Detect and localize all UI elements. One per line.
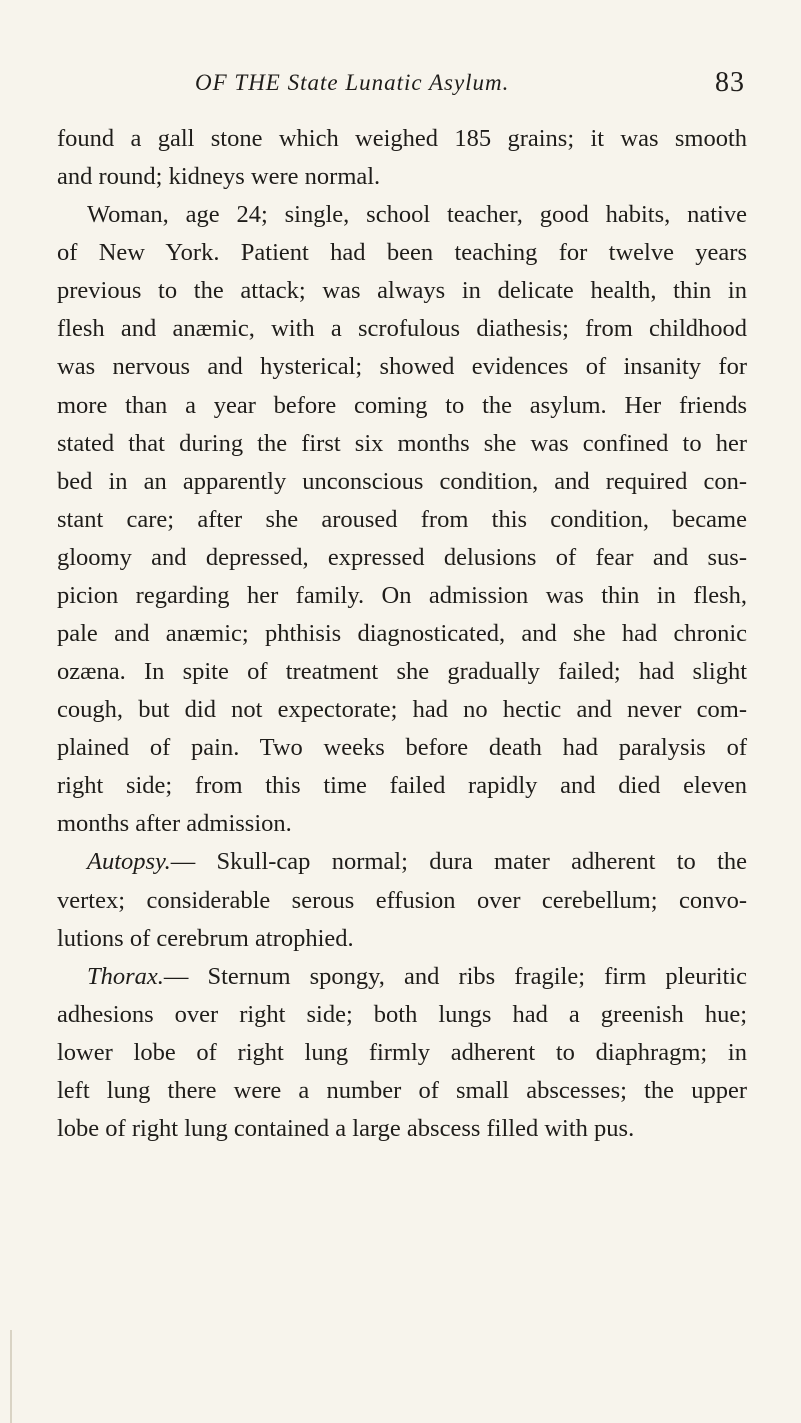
thorax-first-text: — Sternum spongy, and ribs fragile; firm pleuritic xyxy=(163,962,747,990)
running-head: OF THE State Lunatic Asylum. xyxy=(195,70,510,95)
thorax-first-line xyxy=(57,958,747,996)
text-line: ozæna. In spite of treatment she gradually failed; had slight xyxy=(57,658,747,686)
text-line: gloomy and depressed, expressed delusions of fear and sus- xyxy=(57,543,747,571)
body-text xyxy=(57,120,747,1148)
thorax-label: Thorax. xyxy=(87,962,164,990)
text-line: cough, but did not expectorate; had no hectic and never com- xyxy=(57,696,747,724)
autopsy-first-line xyxy=(57,843,747,881)
text-line: right side; from this time failed rapidly and died eleven xyxy=(57,772,747,800)
text-line: pale and anæmic; phthisis diagnosticated, and she had chronic xyxy=(57,620,747,648)
text-line: adhesions over right side; both lungs had a greenish hue; xyxy=(57,1000,747,1028)
text-line: stant care; after she aroused from this condition, became xyxy=(57,505,747,533)
text-line: Woman, age 24; single, school teacher, good habits, native xyxy=(87,201,747,229)
page-edge xyxy=(10,1330,12,1423)
text-line: bed in an apparently unconscious condition, and required con- xyxy=(57,467,747,495)
text-line: months after admission. xyxy=(57,810,292,838)
text-line: plained of pain. Two weeks before death had paralysis of xyxy=(57,734,747,762)
text-line: of New York. Patient had been teaching for twelve years xyxy=(57,239,747,267)
text-line: lobe of right lung contained a large abscess filled with pus. xyxy=(57,1115,635,1143)
text-line: picion regarding her family. On admission was thin in flesh, xyxy=(57,581,747,609)
autopsy-first-text: — Skull-cap normal; dura mater adherent to the xyxy=(170,848,747,876)
autopsy-label: Autopsy. xyxy=(87,848,171,876)
text-line: was nervous and hysterical; showed evidences of insanity for xyxy=(57,353,747,381)
text-line: lower lobe of right lung firmly adherent to diaphragm; in xyxy=(57,1038,747,1066)
text-line: flesh and anæmic, with a scrofulous diathesis; from childhood xyxy=(57,315,747,343)
page-number: 83 xyxy=(715,67,745,98)
text-line: left lung there were a number of small abscesses; the upper xyxy=(57,1076,747,1104)
text-line: more than a year before coming to the asylum. Her friends xyxy=(57,391,747,419)
text-line: lutions of cerebrum atrophied. xyxy=(57,924,354,952)
text-line: found a gall stone which weighed 185 grains; it was smooth xyxy=(57,125,747,152)
text-line: stated that during the first six months she was confined to her xyxy=(57,429,747,457)
text-line: vertex; considerable serous effusion over cerebellum; convo- xyxy=(57,886,747,914)
page-header xyxy=(120,67,745,110)
text-line: previous to the attack; was always in delicate health, thin in xyxy=(57,277,747,305)
text-line: and round; kidneys were normal. xyxy=(57,163,381,191)
